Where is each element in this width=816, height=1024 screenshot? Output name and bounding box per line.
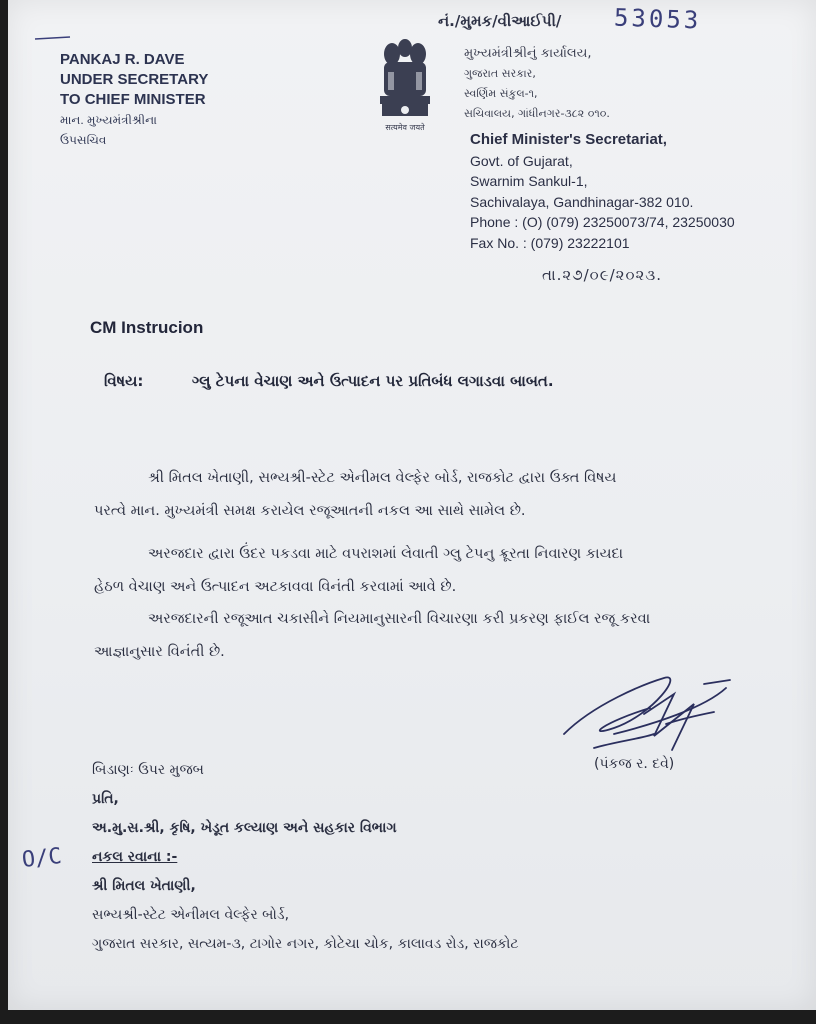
subject-label: વિષય:: [104, 372, 144, 390]
office-gujarati-line-3: સ્વર્ણિમ સંકુલ-૧,: [464, 87, 538, 100]
office-english-title: Chief Minister's Secretariat,: [470, 131, 667, 148]
office-english-line-1: Govt. of Gujarat,: [470, 152, 573, 169]
body-paragraph-3: [94, 603, 754, 669]
letter-date: તા.૨૭/૦૯/૨૦૨૩.: [542, 266, 663, 284]
office-english-line-2: Swarnim Sankul-1,: [470, 173, 588, 190]
letter-heading: CM Instrucion: [90, 318, 204, 337]
to-department: અ.મુ.સ.શ્રી, કૃષિ, ખેડૂત કલ્યાણ અને સહકાર વિભાગ: [92, 820, 397, 836]
copy-recipient-line-3: ગુજરાત સરકાર, સત્યમ-૩, ટાગોર નગર, કોટેચા ચોક, કાલાવડ રોડ, રાજકોટ: [92, 936, 519, 952]
subject-text: ગ્લુ ટેપના વેચાણ અને ઉત્પાદન પર પ્રતિબંધ લગાડવા બાબત.: [192, 372, 554, 390]
pen-dash-mark: [34, 36, 72, 40]
footer-block: [92, 756, 519, 959]
sender-block: [60, 50, 208, 150]
body-p2-line-2: હેઠળ વેચાણ અને ઉત્પાદન અટકાવવા વિનંતી કરવામાં આવે છે.: [94, 579, 457, 595]
letter-page: [8, 0, 816, 1010]
sender-designation: UNDER SECRETARY: [60, 71, 209, 88]
office-gujarati-block: [464, 44, 610, 124]
body-p2-line-1: અરજદાર દ્વારા ઉંદર પકડવા માટે વપરાશમાં લેવાતી ગ્લુ ટેપનુ ક્રૂરતા નિવારણ કાયદા: [148, 546, 624, 562]
sender-designation-2: TO CHIEF MINISTER: [60, 91, 206, 108]
reference-label: નં./મુમક/વીઆઈપી/: [438, 12, 562, 30]
copy-label: નકલ રવાના :-: [92, 849, 178, 865]
office-gujarati-line-4: સચિવાલય, ગાંધીનગર-૩૮૨ ૦૧૦.: [464, 107, 610, 120]
office-fax: Fax No. : (079) 23222101: [470, 234, 630, 251]
emblem-motto: सत्यमेव जयते: [385, 123, 425, 132]
body-p3-line-2: આજ્ઞાનુસાર વિનંતી છે.: [94, 644, 225, 660]
to-label: પ્રતિ,: [92, 791, 119, 807]
signatory-name: (પંકજ ર. દવે): [594, 756, 675, 772]
national-emblem-icon: [370, 32, 440, 136]
body-p1-line-2: પરત્વે માન. મુખ્યમંત્રી સમક્ષ કરાયેલ રજૂઆતની નકલ આ સાથે સામેલ છે.: [94, 503, 526, 519]
subject-line: [104, 372, 554, 390]
copy-recipient-line-2: સભ્યશ્રી-સ્ટેટ એનીમલ વેલ્ફેર બોર્ડ,: [92, 907, 290, 923]
body-paragraph-2: [94, 538, 754, 604]
office-gujarati-title: મુખ્યમંત્રીશ્રીનું કાર્યાલય,: [464, 46, 592, 61]
copy-recipient-name: શ્રી મિતલ ખેતાણી,: [92, 878, 196, 894]
office-phone: Phone : (O) (079) 23250073/74, 23250030: [470, 214, 735, 231]
office-english-block: [470, 130, 735, 254]
sender-name: PANKAJ R. DAVE: [60, 51, 185, 68]
enclosure-line: બિડાણઃ ઉપર મુજબ: [92, 762, 204, 778]
body-p3-line-1: અરજદારની રજૂઆત ચકાસીને નિયમાનુસારની વિચારણા કરી પ્રકરણ ફાઈલ રજૂ કરવા: [148, 611, 651, 627]
office-english-line-3: Sachivalaya, Gandhinagar-382 010.: [470, 193, 694, 210]
sender-gujarati-1: માન. મુખ્યમંત્રીશ્રીના: [60, 113, 157, 127]
margin-handwritten-note: O/C: [20, 843, 63, 874]
sender-gujarati-2: ઉપસચિવ: [60, 133, 107, 147]
body-paragraph-1: [94, 462, 754, 528]
reference-handwritten-number: 53053: [613, 3, 702, 35]
body-p1-line-1: શ્રી મિતલ ખેતાણી, સભ્યશ્રી-સ્ટેટ એનીમલ વેલ્ફેર બોર્ડ, રાજકોટ દ્વારા ઉક્ત વિષય: [148, 470, 617, 486]
office-gujarati-line-2: ગુજરાત સરકાર,: [464, 67, 536, 80]
